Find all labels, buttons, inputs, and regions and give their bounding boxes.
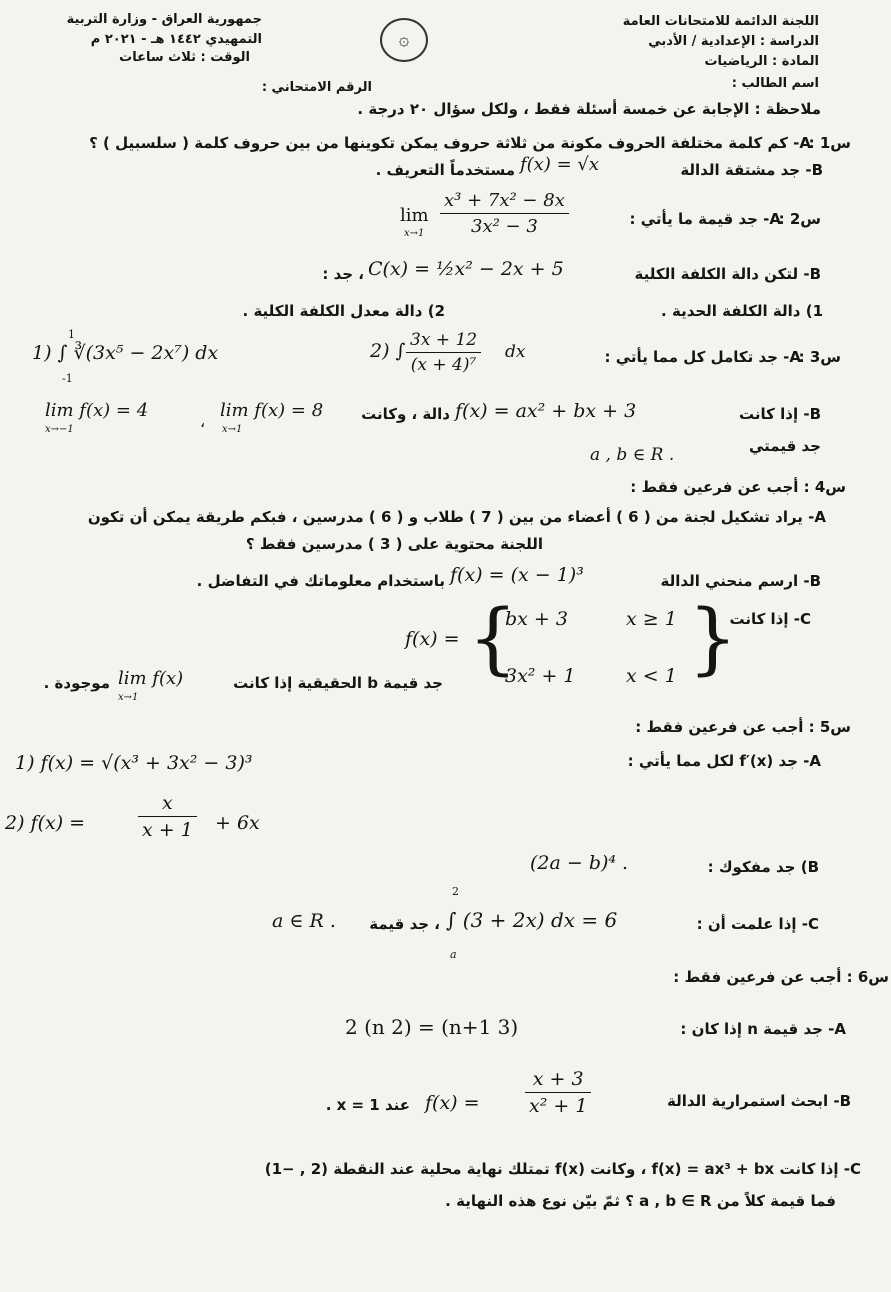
q4-c-f: f(x) = [405,628,460,650]
piecewise-left-brace: { [468,594,518,684]
q5-c-var: a ∈ R . [272,910,336,932]
q3-b-find: جد قيمتي [749,437,821,455]
q1-label: س1 : [808,134,851,152]
q2-limit-symbol: lim [400,205,429,226]
ministry-seal: ۞ [380,18,428,62]
header-time: الوقت : ثلاث ساعات [119,50,250,65]
q4-c-find: جد قيمة b الحقيقية إذا كانت [233,674,443,692]
q3-label: س3 : [798,348,841,366]
q3-integral-1: 1) ∫ ∛(3x⁵ − 2x⁷) dx [32,342,219,364]
q3-part-a: A- جد تكامل كل مما يأتي : [604,348,801,366]
header-country: جمهورية العراق - وزارة التربية [66,12,262,27]
q2-cost-function: C(x) = ½x² − 2x + 5 [368,258,564,280]
q4-part-a-line-2: اللجنة محتوية على ( 3 ) مدرسين فقط ؟ [245,535,543,553]
q3-b-limit-2-sub: x→−1 [45,424,74,435]
header-student-name: اسم الطالب : [731,76,819,91]
q2-item-2: 2) دالة معدل الكلفة الكلية . [242,302,445,320]
q3-int1-upper: 1 [68,328,75,341]
q1-part-b: B- جد مشتقة الدالة [680,161,823,179]
piecewise-right-brace: } [688,594,738,684]
q3-int2-denominator: (x + 4)⁷ [410,355,477,375]
header-subject: المادة : الرياضيات [704,54,819,69]
q5-part-a: A- جد f′(x) لكل مما يأتي : [627,752,821,770]
q2-part-a: A- جد قيمة ما يأتي : [629,210,781,228]
q5-a2-numerator: x [138,792,197,817]
q3-int2-numerator: 3x + 12 [406,330,481,353]
header-study: الدراسة : الإعدادية / الأدبي [648,34,819,49]
q3-part-b: B- إذا كانت [739,405,821,423]
q4-c-row1-cond: x ≥ 1 [626,608,677,630]
q2-denominator: 3x² − 3 [471,216,538,237]
q3-b-limit-2: lim f(x) = 4 [45,400,149,421]
q4-label: س4 : أجب عن فرعين فقط : [630,478,846,496]
q5-a-item-2-fraction [138,792,197,841]
q6-part-b: B- ابحث استمرارية الدالة [666,1092,851,1110]
q6-b-tail: عند x = 1 . [325,1096,410,1114]
q6-part-a: A- جد قيمة n إذا كان : [680,1020,846,1038]
q5-c-upper: 2 [452,885,459,898]
q3-int1-lower: -1 [62,372,73,385]
q3-b-limit-1-sub: x→1 [222,424,243,435]
q6-b-fraction [525,1068,591,1117]
q4-c-row2-expr: 3x² + 1 [505,665,576,687]
instructions-note: ملاحظة : الإجابة عن خمسة أسئلة فقط ، ولكل سؤال ٢٠ درجة . [357,100,821,118]
q5-part-c: C- إذا علمت أن : [696,915,819,933]
q3-b-mid: دالة ، وكانت [361,405,450,423]
q3-b-function: f(x) = ax² + bx + 3 [455,400,637,422]
q4-c-row2-cond: x < 1 [626,665,677,687]
q3-b-limit-1: lim f(x) = 8 [220,400,324,421]
q5-a2-denominator: x + 1 [142,819,193,841]
q4-b-tail: باستخدام معلوماتك في التفاضل . [196,572,445,590]
q1-part-b-tail: مستخدماً التعريف . [375,161,515,179]
q4-part-a-line-1: A- يراد تشكيل لجنة من ( 6 ) أعضاء من بين ( 7 ) طلاب و ( 6 ) مدرسين ، فبكم طريقة يمكن أن تكون [87,508,826,526]
q4-c-row1-expr: bx + 3 [505,608,568,630]
q4-c-limit-sub: x→1 [118,692,139,703]
q4-c-limit: lim f(x) [118,668,184,689]
q5-a-item-1: 1) f(x) = √(x³ + 3x² − 3)³ [15,752,253,774]
q3-int2-fraction [406,330,481,375]
q3-int2-prefix: 2) ∫ [370,340,406,362]
q5-label: س5 : أجب عن فرعين فقط : [635,718,851,736]
q6-b-f: f(x) = [425,1092,480,1114]
q6-part-c-line-2: فما قيمة كلاً من a , b ∈ R ؟ ثمّ بيّن نوع هذه النهاية . [445,1192,836,1210]
q5-c-lower: a [450,948,457,961]
q1-part-a: A- كم كلمة مختلفة الحروف مكونة من ثلاثة حروف يمكن تكوينها من بين حروف كلمة ( سلسبيل ) ؟ [89,134,811,152]
q5-c-integral: ∫ (3 + 2x) dx = 6 [446,908,618,932]
q3-int2-dx: dx [505,342,526,362]
q6-label: س6 : أجب عن فرعين فقط : [673,968,889,986]
q4-part-b: B- ارسم منحني الدالة [660,572,821,590]
q5-part-b: B) جد مفكوك : [707,858,819,876]
q6-part-c-line-1: C- إذا كانت f(x) = ax³ + bx ، وكانت f(x) تمتلك نهاية محلية عند النقطة (2 , −1) [264,1160,861,1178]
q3-b-separator: ، [200,412,206,431]
q2-label: س2 : [778,210,821,228]
q5-a-item-2-prefix: 2) f(x) = [5,812,86,834]
header-date: التمهيدي ١٤٤٢ هـ - ٢٠٢١ م [90,32,262,47]
q5-c-find: ، جد قيمة [369,915,440,933]
header-committee: اللجنة الدائمة للامتحانات العامة [622,14,819,29]
q2-item-1: 1) دالة الكلفة الحدية . [661,302,823,320]
q4-part-c: C- إذا كانت [729,610,811,628]
q2-limit-fraction [440,190,569,237]
q2-limit-subscript: x→1 [404,228,425,239]
q6-b-numerator: x + 3 [525,1068,591,1093]
q5-b-expression: (2a − b)⁴ . [530,852,629,874]
q2-numerator: x³ + 7x² − 8x [440,190,569,214]
q3-b-vars: a , b ∈ R . [590,445,675,465]
q1-function: f(x) = √x [520,154,600,175]
q6-b-denominator: x² + 1 [529,1095,588,1117]
exam-number: الرقم الامتحاني : [261,80,372,95]
q2-find: ، جد : [322,265,364,283]
q5-a-item-2-tail: + 6x [215,812,260,834]
q6-a-expression: 2 (n 2) = (n+1 3) [345,1015,519,1039]
q4-b-function: f(x) = (x − 1)³ [450,564,584,586]
q4-c-tail: موجودة . [43,674,110,692]
q2-part-b: B- لتكن دالة الكلفة الكلية [634,265,821,283]
